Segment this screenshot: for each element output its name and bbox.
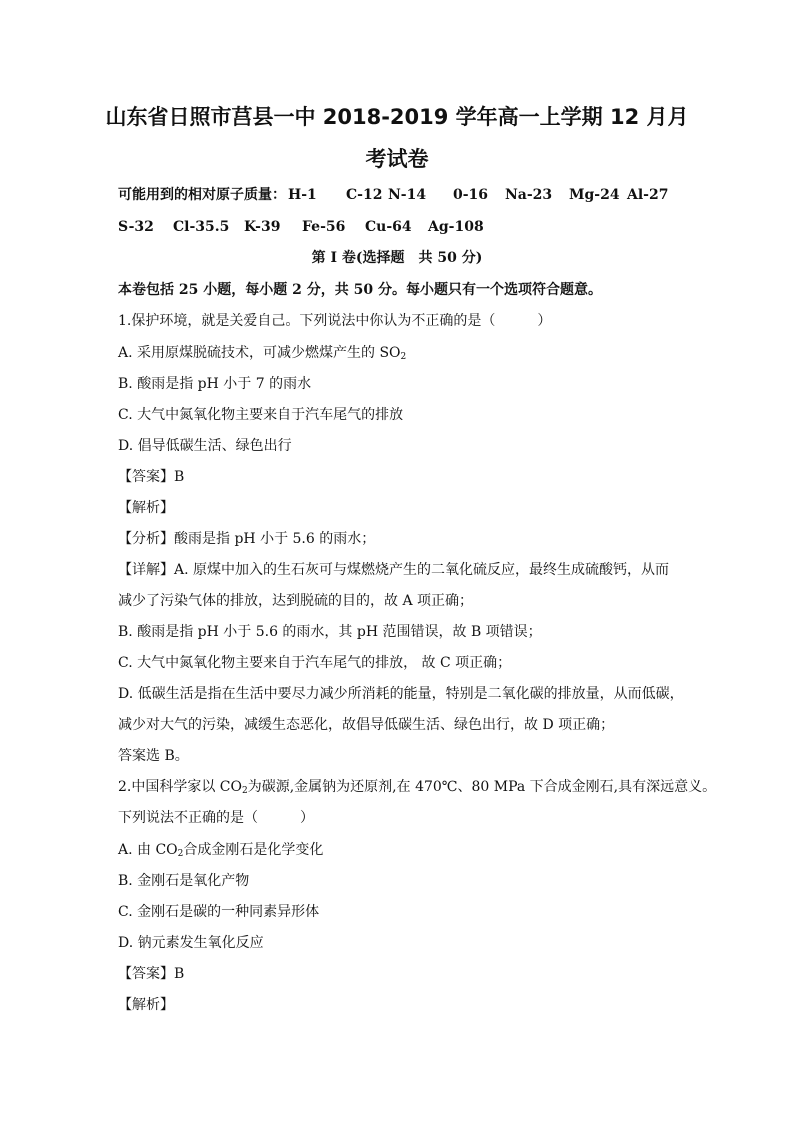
- q1-detail-2: 减少了污染气体的排放，达到脱硫的目的，故 A 项正确；: [118, 593, 474, 609]
- atomic-mass-na: Na-23: [505, 187, 553, 203]
- q1-option-a-text: A. 采用原煤脱硫技术，可减少燃煤产生的 SO: [118, 345, 401, 361]
- q1-option-d: D. 倡导低碳生活、绿色出行: [118, 438, 292, 454]
- atomic-mass-ag: Ag-108: [428, 219, 484, 235]
- atomic-mass-label: 可能用到的相对原子质量：: [118, 187, 286, 203]
- q2-option-a-text-pre: A. 由 CO: [118, 842, 178, 858]
- atomic-mass-o: 0-16: [453, 187, 489, 203]
- section-instruction: 本卷包括 25 小题，每小题 2 分，共 50 分。每小题只有一个选项符合题意。: [118, 282, 602, 298]
- q1-option-a-subscript: 2: [400, 352, 407, 362]
- q1-detail-5: D. 低碳生活是指在生活中要尽力减少所消耗的能量，特别是二氧化碳的排放量，从而低碳，: [118, 686, 684, 702]
- q1-detail-3: B. 酸雨是指 pH 小于 5.6 的雨水，其 pH 范围错误，故 B 项错误；: [118, 624, 542, 640]
- atomic-mass-cl: Cl-35.5: [173, 219, 230, 235]
- atomic-mass-k: K-39: [244, 219, 281, 235]
- atomic-mass-mg: Mg-24: [569, 187, 620, 203]
- q2-option-d: D. 钠元素发生氧化反应: [118, 935, 264, 951]
- atomic-mass-n: N-14: [388, 187, 427, 203]
- q2-stem-text-post: 为碳源,金属钠为还原剂,在 470℃、80 MPa 下合成金刚石,具有深远意义。: [247, 779, 717, 795]
- atomic-mass-c: C-12: [346, 187, 383, 203]
- q1-analysis-label: 【解析】: [118, 500, 174, 516]
- q1-detail-6: 减少对大气的污染，减缓生态恶化，故倡导低碳生活、绿色出行，故 D 项正确；: [118, 717, 615, 733]
- atomic-mass-fe: Fe-56: [302, 219, 346, 235]
- atomic-mass-cu: Cu-64: [365, 219, 412, 235]
- section-title: 第 I 卷(选择题 共 50 分): [311, 250, 483, 266]
- q2-stem: [118, 778, 716, 800]
- q1-detail-1: 【详解】A. 原煤中加入的生石灰可与煤燃烧产生的二氧化硫反应，最终生成硫酸钙，从而: [118, 562, 670, 578]
- q2-option-a-text-post: 合成金刚石是化学变化: [183, 842, 324, 858]
- document-title-line1: 山东省日照市莒县一中 2018-2019 学年高一上学期 12 月月: [105, 105, 689, 129]
- q1-option-b: B. 酸雨是指 pH 小于 7 的雨水: [118, 376, 312, 392]
- q2-stem-text-pre: 2.中国科学家以 CO: [118, 779, 242, 795]
- q2-analysis-label: 【解析】: [118, 997, 174, 1013]
- q2-option-b: B. 金刚石是氧化产物: [118, 873, 250, 889]
- q1-answer: 【答案】B: [118, 469, 185, 485]
- q2-option-c: C. 金刚石是碳的一种同素异形体: [118, 904, 320, 920]
- q1-stem: 1.保护环境，就是关爱自己。下列说法中你认为不正确的是（ ）: [118, 313, 552, 329]
- q1-option-a: [118, 344, 406, 366]
- q1-detail-4: C. 大气中氮氧化物主要来自于汽车尾气的排放， 故 C 项正确；: [118, 655, 512, 671]
- q2-option-a-subscript: 2: [177, 849, 184, 859]
- q1-option-c: C. 大气中氮氧化物主要来自于汽车尾气的排放: [118, 407, 404, 423]
- q1-conclusion: 答案选 B。: [118, 748, 189, 764]
- q1-fenxi: 【分析】酸雨是指 pH 小于 5.6 的雨水；: [118, 531, 376, 547]
- document-title-line2: 考试卷: [365, 147, 429, 171]
- atomic-mass-s: S-32: [118, 219, 154, 235]
- atomic-mass-al: Al-27: [627, 187, 669, 203]
- atomic-mass-h: H-1: [288, 187, 317, 203]
- q2-answer: 【答案】B: [118, 966, 185, 982]
- q2-stem-subscript: 2: [242, 786, 248, 796]
- q2-stem-2: 下列说法不正确的是（ ）: [118, 810, 314, 826]
- q2-option-a: [118, 841, 323, 863]
